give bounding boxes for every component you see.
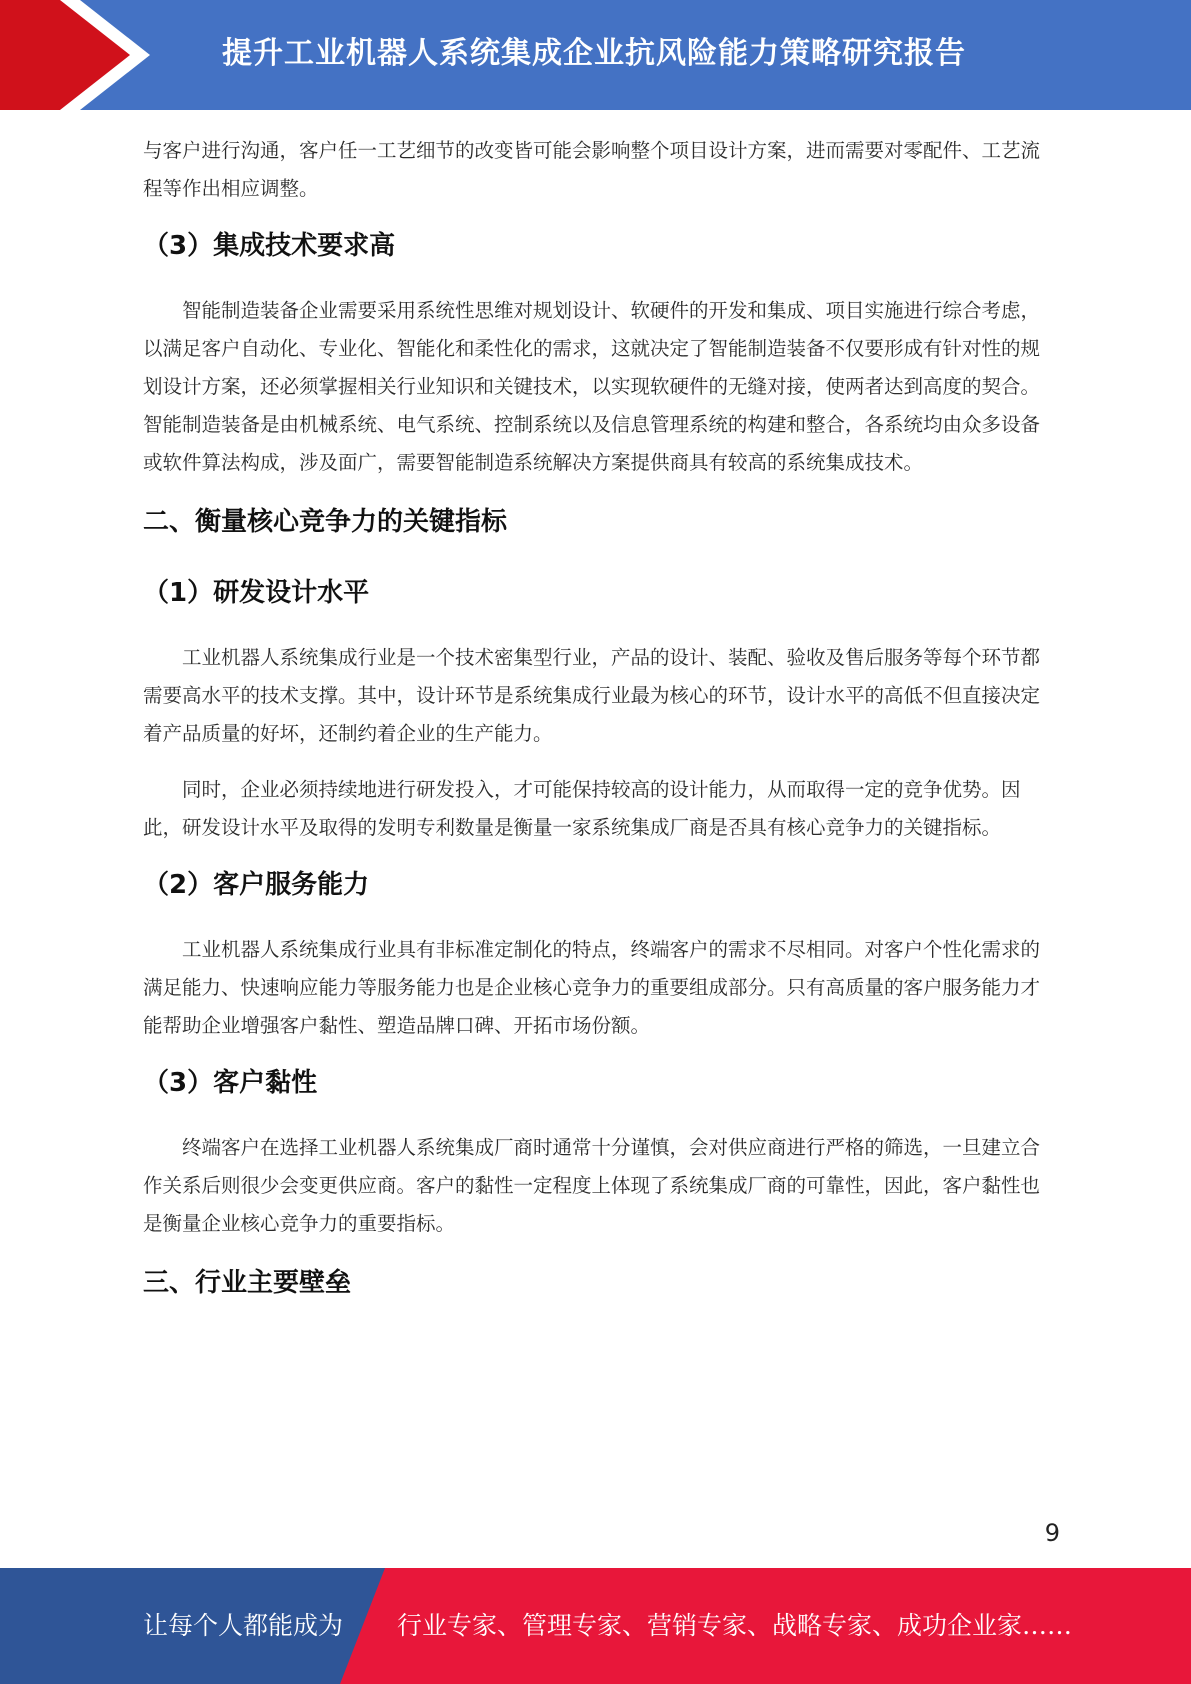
footer-slogan-right: 行业专家、管理专家、营销专家、战略专家、成功企业家…… <box>397 1611 1073 1640</box>
subheading-integration-tech: （3）集成技术要求高 <box>143 231 396 261</box>
subheading-customer-stickiness: （3）客户黏性 <box>143 1068 318 1098</box>
paragraph-customer-stickiness: 终端客户在选择工业机器人系统集成厂商时通常十分谨慎，会对供应商进行严格的筛选，一旦建立合作关系后则很少会变更供应商。客户的黏性一定程度上体现了系统集成厂商的可靠性，因此，客户黏性也是衡量企业核心竞争力的重要指标。 <box>143 1136 1041 1235</box>
report-title: 提升工业机器人系统集成企业抗风险能力策略研究报告 <box>222 36 966 71</box>
section-title-key-indicators: 二、衡量核心竞争力的关键指标 <box>143 507 508 537</box>
page-footer <box>0 1568 1191 1684</box>
footer-slogan-left: 让每个人都能成为 <box>143 1611 344 1640</box>
document-body <box>143 132 1048 1303</box>
section-title-industry-barriers: 三、行业主要壁垒 <box>143 1268 352 1298</box>
paragraph-rd-design-1: 工业机器人系统集成行业是一个技术密集型行业，产品的设计、装配、验收及售后服务等每个环节都需要高水平的技术支撑。其中，设计环节是系统集成行业最为核心的环节，设计水平的高低不但直接决定着产品质量的好坏，还制约着企业的生产能力。 <box>143 646 1041 745</box>
paragraph-continued: 与客户进行沟通，客户任一工艺细节的改变皆可能会影响整个项目设计方案，进而需要对零配件、工艺流程等作出相应调整。 <box>143 139 1041 200</box>
page-number: 9 <box>1044 1519 1060 1547</box>
subheading-customer-service: （2）客户服务能力 <box>143 870 370 900</box>
subheading-rd-design: （1）研发设计水平 <box>143 578 370 608</box>
page-header <box>0 0 1191 110</box>
paragraph-customer-service: 工业机器人系统集成行业具有非标准定制化的特点，终端客户的需求不尽相同。对客户个性化需求的满足能力、快速响应能力等服务能力也是企业核心竞争力的重要组成部分。只有高质量的客户服务能力才能帮助企业增强客户黏性、塑造品牌口碑、开拓市场份额。 <box>143 938 1041 1037</box>
paragraph-integration-tech: 智能制造装备企业需要采用系统性思维对规划设计、软硬件的开发和集成、项目实施进行综合考虑，以满足客户自动化、专业化、智能化和柔性化的需求，这就决定了智能制造装备不仅要形成有针对性的规划设计方案，还必须掌握相关行业知识和关键技术，以实现软硬件的无缝对接，使两者达到高度的契合。智能制造装备是由机械系统、电气系统、控制系统以及信息管理系统的构建和整合，各系统均由众多设备或软件算法构成，涉及面广，需要智能制造系统解决方案提供商具有较高的系统集成技术。 <box>143 299 1041 474</box>
paragraph-rd-design-2: 同时，企业必须持续地进行研发投入，才可能保持较高的设计能力，从而取得一定的竞争优势。因此，研发设计水平及取得的发明专利数量是衡量一家系统集成厂商是否具有核心竞争力的关键指标。 <box>143 778 1021 839</box>
